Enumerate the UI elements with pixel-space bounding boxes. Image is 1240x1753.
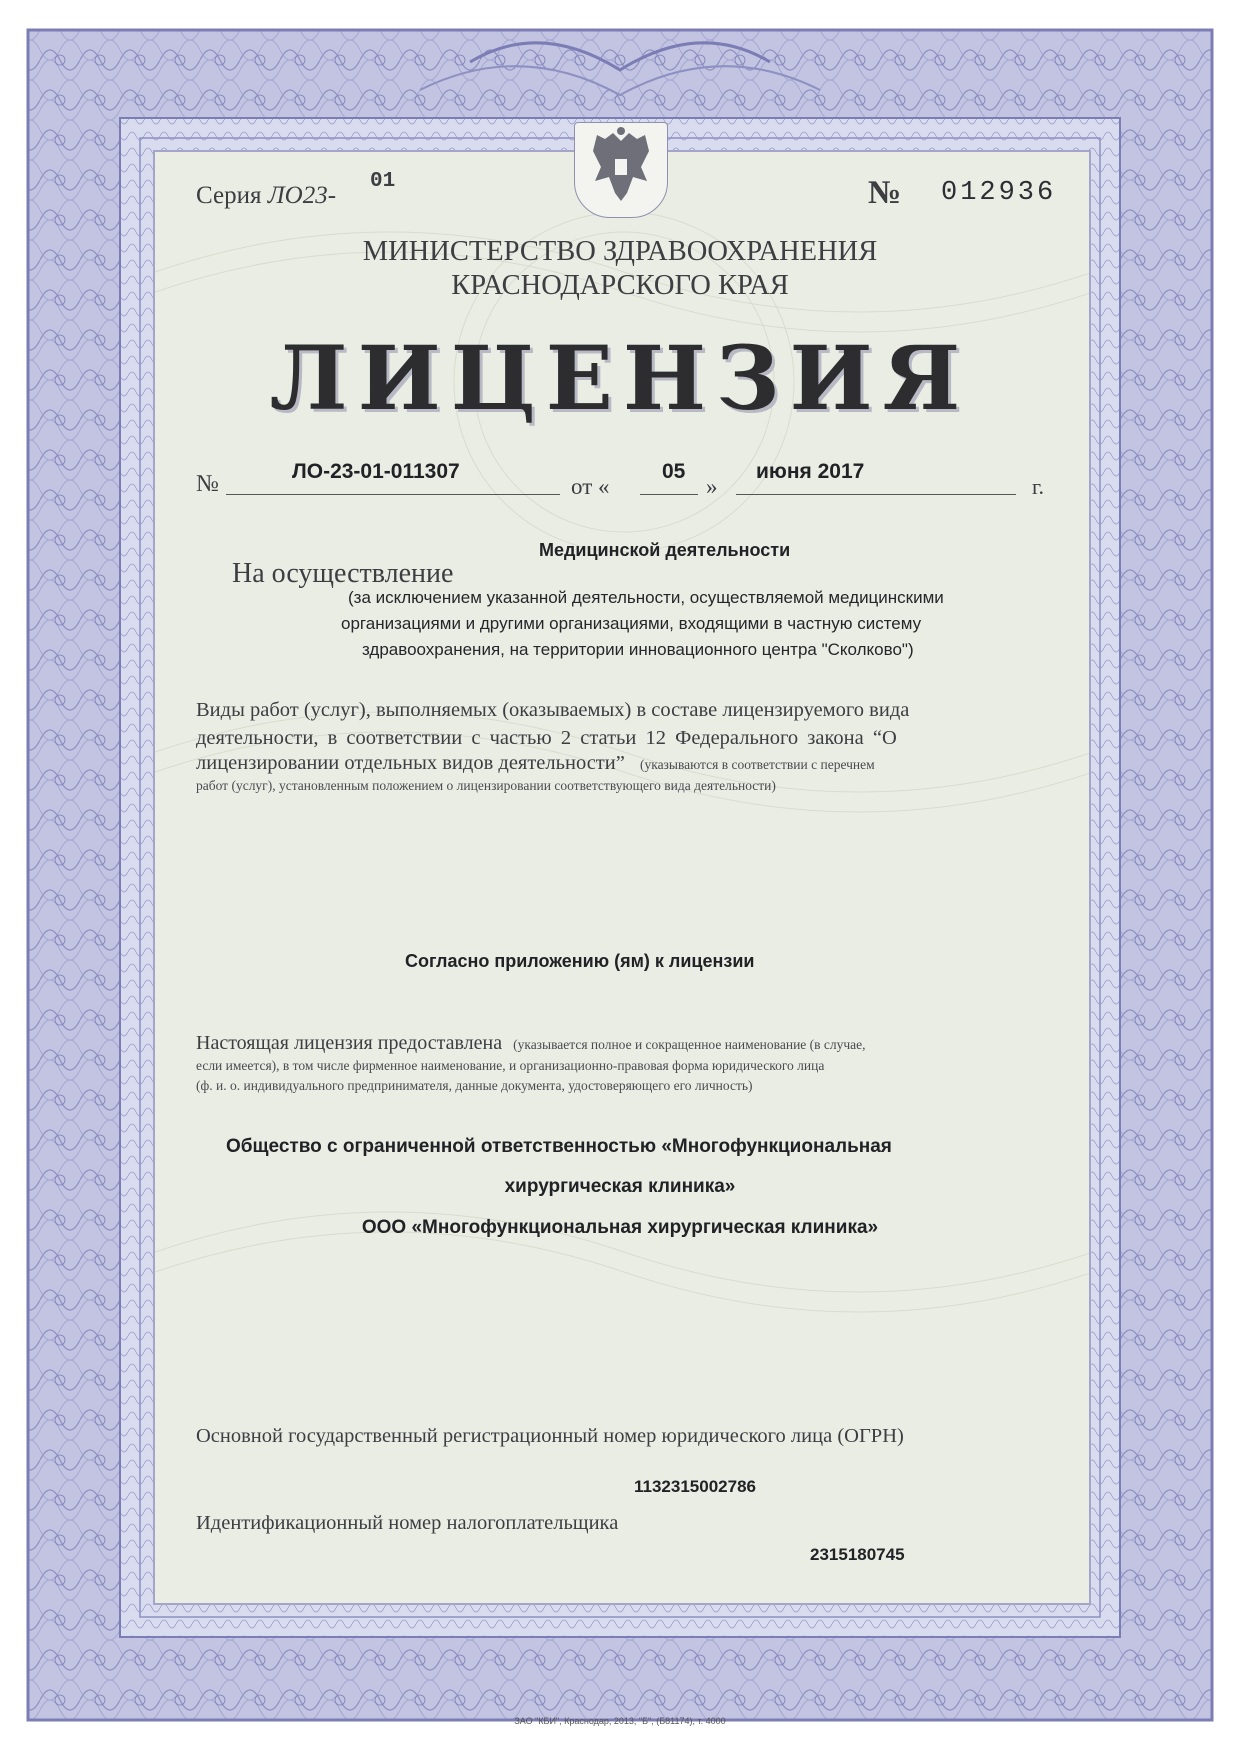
activity-note-line-3: здравоохранения, на территории инновационного центра "Сколково") xyxy=(362,640,914,659)
day-underline xyxy=(640,494,698,495)
series-code: ЛО23- xyxy=(267,182,337,209)
works-line-2: деятельности, в соответствии с частью 2 статьи 12 Федерального закона “О xyxy=(196,727,897,749)
license-month-year: июня 2017 xyxy=(756,460,865,483)
inn-label: Идентификационный номер налогоплательщика xyxy=(196,1512,619,1534)
activity-note-line-2: организациями и другими организациями, входящими в частную систему xyxy=(341,614,922,633)
licensee-full-name-line-2: хирургическая клиника» xyxy=(504,1176,736,1197)
works-hint-part-1: (указываются в соответствии с перечнем xyxy=(639,757,875,772)
works-line-3: лицензировании отдельных видов деятельности” xyxy=(196,752,625,774)
double-headed-eagle-icon xyxy=(575,123,667,217)
granted-hint-3: (ф. и. о. индивидуального предпринимателя, данные документа, удостоверяющего его личность) xyxy=(196,1078,753,1093)
series-label: Серия xyxy=(196,182,262,209)
printer-footer: ЗАО "КБИ", Краснодар, 2013, "Б", (Б81174), т. 4000 xyxy=(514,1716,726,1726)
activity-label: На осуществление xyxy=(232,558,454,589)
granted-hint-1: (указывается полное и сокращенное наименование (в случае, xyxy=(513,1037,866,1052)
activity-name: Медицинской деятельности xyxy=(539,540,791,560)
licensee-short-name: ООО «Многофункциональная хирургическая клиника» xyxy=(361,1217,879,1238)
works-hint-part-2: работ (услуг), установленным положением о лицензировании соответствующего вида деятельности) xyxy=(196,778,776,793)
granted-hint-2: если имеется), в том числе фирменное наименование, и организационно-правовая форма юридического лица xyxy=(196,1058,825,1073)
works-line-1: Виды работ (услуг), выполняемых (оказываемых) в составе лицензируемого вида xyxy=(196,699,910,721)
licensee-full-name-line-1: Общество с ограниченной ответственностью «Многофункциональная xyxy=(226,1136,892,1157)
series-suffix: 01 xyxy=(370,170,396,193)
close-quote: » xyxy=(706,474,718,499)
activity-note-line-1: (за исключением указанной деятельности, осуществляемой медицинскими xyxy=(348,588,944,607)
from-label: от « xyxy=(571,474,610,499)
form-number: 012936 xyxy=(941,178,1057,208)
license-number-underline xyxy=(226,494,560,495)
license-day: 05 xyxy=(662,460,686,483)
works-value: Согласно приложению (ям) к лицензии xyxy=(405,951,755,971)
issuer-line-2: КРАСНОДАРСКОГО КРАЯ xyxy=(451,270,789,301)
number-sign: № xyxy=(868,175,902,211)
month-year-underline xyxy=(736,494,1016,495)
coat-of-arms-emblem xyxy=(574,122,668,218)
granted-label: Настоящая лицензия предоставлена xyxy=(196,1032,503,1054)
ogrn-value: 1132315002786 xyxy=(634,1477,756,1496)
inn-value: 2315180745 xyxy=(810,1545,905,1564)
document-title: ЛИЦЕНЗИЯ xyxy=(269,326,971,430)
ogrn-label: Основной государственный регистрационный номер юридического лица (ОГРН) xyxy=(196,1425,904,1447)
issuer-line-1: МИНИСТЕРСТВО ЗДРАВООХРАНЕНИЯ xyxy=(362,236,878,267)
license-number-sign: № xyxy=(196,471,219,497)
license-number: ЛО-23-01-011307 xyxy=(292,460,460,483)
year-suffix: г. xyxy=(1032,474,1045,499)
